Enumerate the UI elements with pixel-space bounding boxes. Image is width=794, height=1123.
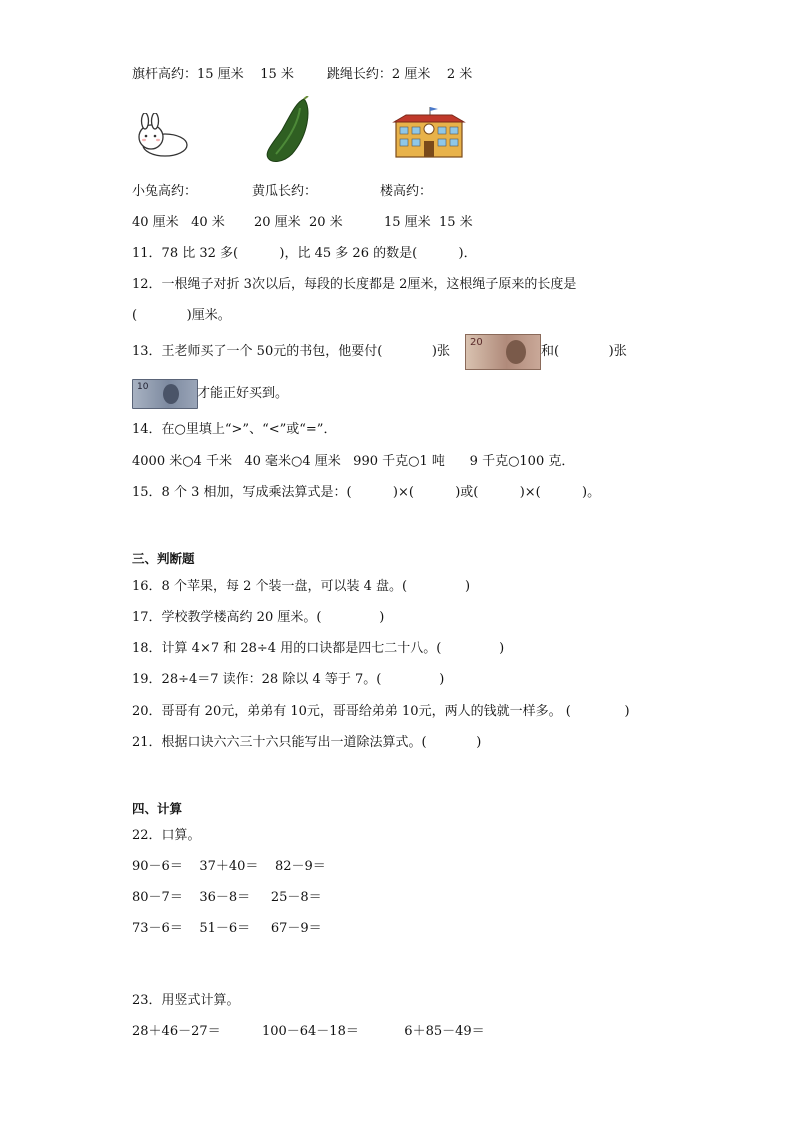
question-18: 18．计算 4×7 和 28÷4 用的口诀都是四七二十八。( ) — [132, 641, 505, 656]
cucumber-options: 20 厘米 20 米 — [254, 215, 343, 230]
section-3-title: 三、判断题 — [132, 551, 195, 566]
question-14-line2: 4000 米○4 千米 40 毫米○4 厘米 990 千克○1 吨 9 千克○100 克． — [132, 454, 575, 469]
building-options: 15 厘米 15 米 — [384, 215, 473, 230]
building-icon — [392, 105, 466, 159]
question-16: 16．8 个苹果，每 2 个装一盘，可以装 4 盘。( ) — [132, 579, 471, 594]
question-12-line1: 12．一根绳子对折 3次以后，每段的长度都是 2厘米，这根绳子原来的长度是 — [132, 277, 577, 292]
cucumber-label: 黄瓜长约： — [252, 184, 318, 199]
question-19: 19．28÷4＝7 读作：28 除以 4 等于 7。( ) — [132, 672, 445, 687]
oral-row-2: 80－7＝ 36－8＝ 25－8＝ — [132, 890, 322, 905]
oral-row-3: 73－6＝ 51－6＝ 67－9＝ — [132, 921, 322, 936]
vertical-calc-row: 28＋46－27＝ 100－64－18＝ 6＋85－49＝ — [132, 1024, 485, 1039]
cucumber-icon — [264, 96, 314, 166]
question-13-part1: 13．王老师买了一个 50元的书包，他要付( )张 — [132, 344, 450, 359]
rabbit-options: 40 厘米 40 米 — [132, 215, 225, 230]
section-4-title: 四、计算 — [132, 801, 183, 816]
question-21: 21．根据口诀六六三十六只能写出一道除法算式。( ) — [132, 735, 482, 750]
question-13-part3: 才能正好买到。 — [197, 386, 289, 401]
question-12-line2: ( )厘米。 — [132, 308, 231, 323]
question-23: 23．用竖式计算。 — [132, 993, 240, 1008]
rabbit-icon — [131, 113, 193, 158]
question-22: 22．口算。 — [132, 828, 201, 843]
building-label: 楼高约： — [380, 184, 433, 199]
question-14-line1: 14．在○里填上“>”、“<”或“=”． — [132, 422, 337, 437]
question-13-part2: 和( )张 — [541, 344, 627, 359]
question-17: 17．学校教学楼高约 20 厘米。( ) — [132, 610, 385, 625]
banknote-10-icon: 10 — [132, 379, 198, 409]
oral-row-1: 90－6＝ 37＋40＝ 82－9＝ — [132, 859, 326, 874]
q10-line1: 旗杆高约：15 厘米 15 米 跳绳长约：2 厘米 2 米 — [132, 67, 473, 82]
question-15: 15．8 个 3 相加，写成乘法算式是：( )×( )或( )×( )。 — [132, 485, 601, 500]
rabbit-label: 小兔高约： — [132, 184, 198, 199]
question-20: 20．哥哥有 20元，弟弟有 10元，哥哥给弟弟 10元，两人的钱就一样多。 ( ) — [132, 704, 630, 719]
banknote-20-icon: 20 — [465, 334, 541, 370]
question-11: 11．78 比 32 多( )，比 45 多 26 的数是( )． — [132, 246, 477, 261]
